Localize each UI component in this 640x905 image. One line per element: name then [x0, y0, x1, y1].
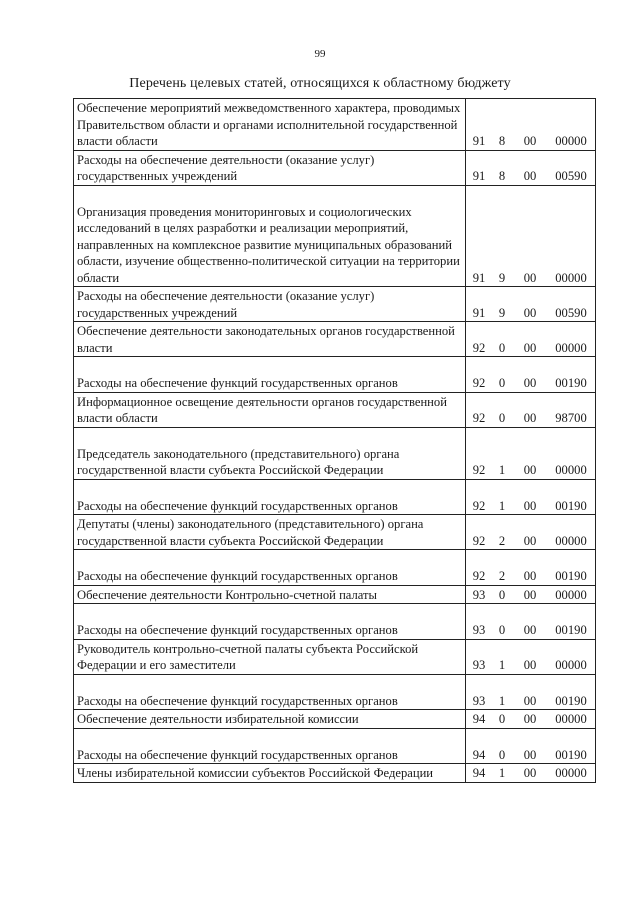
- code-part-c3: 00: [523, 498, 537, 513]
- article-code-cell: [466, 515, 596, 550]
- article-description-cell: [74, 639, 466, 674]
- article-description: Члены избирательной комиссии субъектов Российской Федерации: [77, 766, 434, 780]
- article-description: Обеспечение деятельности законодательных органов государственной власти: [77, 324, 455, 355]
- code-part-c2: 2: [498, 569, 506, 583]
- table-row: [74, 99, 596, 151]
- article-description-cell: [74, 185, 466, 287]
- code-part-c4: 00000: [555, 134, 587, 148]
- code-part-c3: 00: [523, 340, 537, 355]
- code-part-c1: 91: [472, 169, 486, 183]
- code-part-c1: 91: [472, 134, 486, 148]
- article-code-cell: [466, 99, 596, 151]
- target-articles-table: [73, 98, 596, 783]
- article-description: Обеспечение деятельности Контрольно-счетной палаты: [77, 587, 378, 602]
- table-row: [74, 392, 596, 427]
- code-part-c1: 93: [472, 623, 486, 637]
- code-part-c4: 00590: [555, 169, 587, 183]
- code-part-c2: 0: [498, 587, 506, 602]
- table-row: [74, 287, 596, 322]
- article-description: Обеспечение мероприятий межведомственного характера, проводимых Правительством области и органами исполнительной государственной власти области: [77, 101, 461, 148]
- article-code-cell: [466, 287, 596, 322]
- code-part-c4: 00000: [555, 712, 587, 726]
- code-part-c4: 98700: [555, 411, 587, 425]
- table-row: [74, 585, 596, 604]
- article-description-cell: [74, 99, 466, 151]
- article-description: Депутаты (члены) законодательного (представительного) органа государственной власти субъекта Российской Федерации: [77, 517, 424, 548]
- article-description-cell: [74, 287, 466, 322]
- code-part-c4: 00190: [555, 569, 587, 583]
- article-code-cell: [466, 764, 596, 783]
- article-description-cell: [74, 728, 466, 764]
- code-part-c4: 00190: [555, 623, 587, 637]
- article-description: Обеспечение деятельности избирательной комиссии: [77, 712, 359, 726]
- article-description: Расходы на обеспечение функций государственных органов: [77, 693, 398, 708]
- code-part-c2: 0: [498, 340, 506, 355]
- article-description-cell: [74, 710, 466, 729]
- code-part-c2: 1: [498, 463, 506, 477]
- page-number: 99: [314, 48, 326, 60]
- article-code-cell: [466, 604, 596, 640]
- code-part-c1: 94: [472, 766, 486, 780]
- article-description: Расходы на обеспечение функций государственных органов: [77, 498, 398, 513]
- article-description-cell: [74, 427, 466, 479]
- code-part-c3: 00: [523, 693, 537, 708]
- table-row: [74, 150, 596, 185]
- article-code-cell: [466, 150, 596, 185]
- code-part-c2: 0: [498, 623, 506, 637]
- article-description-cell: [74, 150, 466, 185]
- code-part-c2: 1: [498, 498, 506, 513]
- code-part-c1: 91: [472, 305, 486, 320]
- code-part-c2: 1: [498, 658, 506, 672]
- code-part-c2: 8: [498, 134, 506, 148]
- code-part-c3: 00: [523, 747, 537, 762]
- code-part-c1: 92: [472, 569, 486, 583]
- article-description: Расходы на обеспечение функций государственных органов: [77, 747, 398, 762]
- code-part-c2: 0: [498, 376, 506, 390]
- code-part-c3: 00: [523, 134, 537, 148]
- article-description: Расходы на обеспечение функций государственных органов: [77, 623, 398, 637]
- table-row: [74, 639, 596, 674]
- code-part-c1: 91: [472, 270, 486, 285]
- code-part-c2: 8: [498, 169, 506, 183]
- article-code-cell: [466, 710, 596, 729]
- code-part-c3: 00: [523, 766, 537, 780]
- code-part-c1: 93: [472, 693, 486, 708]
- code-part-c4: 00000: [555, 340, 587, 355]
- code-part-c1: 94: [472, 747, 486, 762]
- code-part-c3: 00: [523, 587, 537, 602]
- code-part-c2: 0: [498, 712, 506, 726]
- article-description-cell: [74, 604, 466, 640]
- article-description: Информационное освещение деятельности органов государственной власти области: [77, 394, 447, 425]
- article-description: Организация проведения мониторинговых и социологических исследований в целях разработки и реализации мероприятий, направленных на комплексное развитие муниципальных образований области, изучение общественно-политической ситуации на территории области: [77, 204, 460, 285]
- code-part-c3: 00: [523, 169, 537, 183]
- code-part-c2: 0: [498, 747, 506, 762]
- code-part-c2: 9: [498, 305, 506, 320]
- article-code-cell: [466, 479, 596, 515]
- code-part-c4: 00190: [555, 498, 587, 513]
- code-part-c4: 00190: [555, 693, 587, 708]
- code-part-c3: 00: [523, 569, 537, 583]
- table-row: [74, 728, 596, 764]
- article-code-cell: [466, 357, 596, 393]
- table-row: [74, 185, 596, 287]
- article-code-cell: [466, 185, 596, 287]
- code-part-c3: 00: [523, 533, 537, 548]
- code-part-c4: 00000: [555, 587, 587, 602]
- code-part-c2: 9: [498, 270, 506, 285]
- article-code-cell: [466, 392, 596, 427]
- article-description-cell: [74, 357, 466, 393]
- code-part-c1: 92: [472, 411, 486, 425]
- code-part-c1: 93: [472, 658, 486, 672]
- code-part-c4: 00590: [555, 305, 587, 320]
- document-title: Перечень целевых статей, относящихся к областному бюджету: [129, 76, 511, 91]
- table-row: [74, 764, 596, 783]
- article-description-cell: [74, 322, 466, 357]
- article-code-cell: [466, 550, 596, 586]
- code-part-c2: 1: [498, 766, 506, 780]
- article-description-cell: [74, 479, 466, 515]
- article-description-cell: [74, 764, 466, 783]
- table-row: [74, 322, 596, 357]
- article-code-cell: [466, 728, 596, 764]
- article-description: Председатель законодательного (представительного) органа государственной власти субъекта Российской Федерации: [77, 446, 400, 477]
- code-part-c4: 00000: [555, 270, 587, 285]
- code-part-c1: 92: [472, 376, 486, 390]
- code-part-c4: 00190: [555, 376, 587, 390]
- article-description-cell: [74, 550, 466, 586]
- article-description: Расходы на обеспечение функций государственных органов: [77, 376, 398, 390]
- code-part-c2: 0: [498, 411, 506, 425]
- article-description: Руководитель контрольно-счетной палаты субъекта Российской Федерации и его заместители: [77, 641, 419, 672]
- code-part-c4: 00000: [555, 533, 587, 548]
- code-part-c1: 92: [472, 533, 486, 548]
- article-code-cell: [466, 322, 596, 357]
- code-part-c4: 00000: [555, 658, 587, 672]
- article-description: Расходы на обеспечение деятельности (оказание услуг) государственных учреждений: [77, 152, 375, 183]
- code-part-c3: 00: [523, 463, 537, 477]
- article-description-cell: [74, 674, 466, 710]
- table-row: [74, 357, 596, 393]
- code-part-c4: 00000: [555, 766, 587, 780]
- code-part-c1: 93: [472, 587, 486, 602]
- code-part-c4: 00000: [555, 463, 587, 477]
- code-part-c3: 00: [523, 712, 537, 726]
- article-code-cell: [466, 674, 596, 710]
- code-part-c1: 92: [472, 498, 486, 513]
- table-row: [74, 604, 596, 640]
- article-description: Расходы на обеспечение деятельности (оказание услуг) государственных учреждений: [77, 289, 375, 320]
- code-part-c2: 2: [498, 533, 506, 548]
- table-row: [74, 515, 596, 550]
- article-code-cell: [466, 639, 596, 674]
- code-part-c2: 1: [498, 693, 506, 708]
- table-row: [74, 710, 596, 729]
- code-part-c1: 92: [472, 463, 486, 477]
- article-code-cell: [466, 585, 596, 604]
- article-code-cell: [466, 427, 596, 479]
- table-row: [74, 674, 596, 710]
- code-part-c4: 00190: [555, 747, 587, 762]
- table-row: [74, 550, 596, 586]
- article-description: Расходы на обеспечение функций государственных органов: [77, 569, 398, 583]
- code-part-c1: 92: [472, 340, 486, 355]
- article-description-cell: [74, 392, 466, 427]
- code-part-c3: 00: [523, 270, 537, 285]
- table-row: [74, 479, 596, 515]
- code-part-c3: 00: [523, 623, 537, 637]
- code-part-c1: 94: [472, 712, 486, 726]
- table-row: [74, 427, 596, 479]
- article-description-cell: [74, 515, 466, 550]
- code-part-c3: 00: [523, 658, 537, 672]
- article-description-cell: [74, 585, 466, 604]
- code-part-c3: 00: [523, 411, 537, 425]
- code-part-c3: 00: [523, 305, 537, 320]
- code-part-c3: 00: [523, 376, 537, 390]
